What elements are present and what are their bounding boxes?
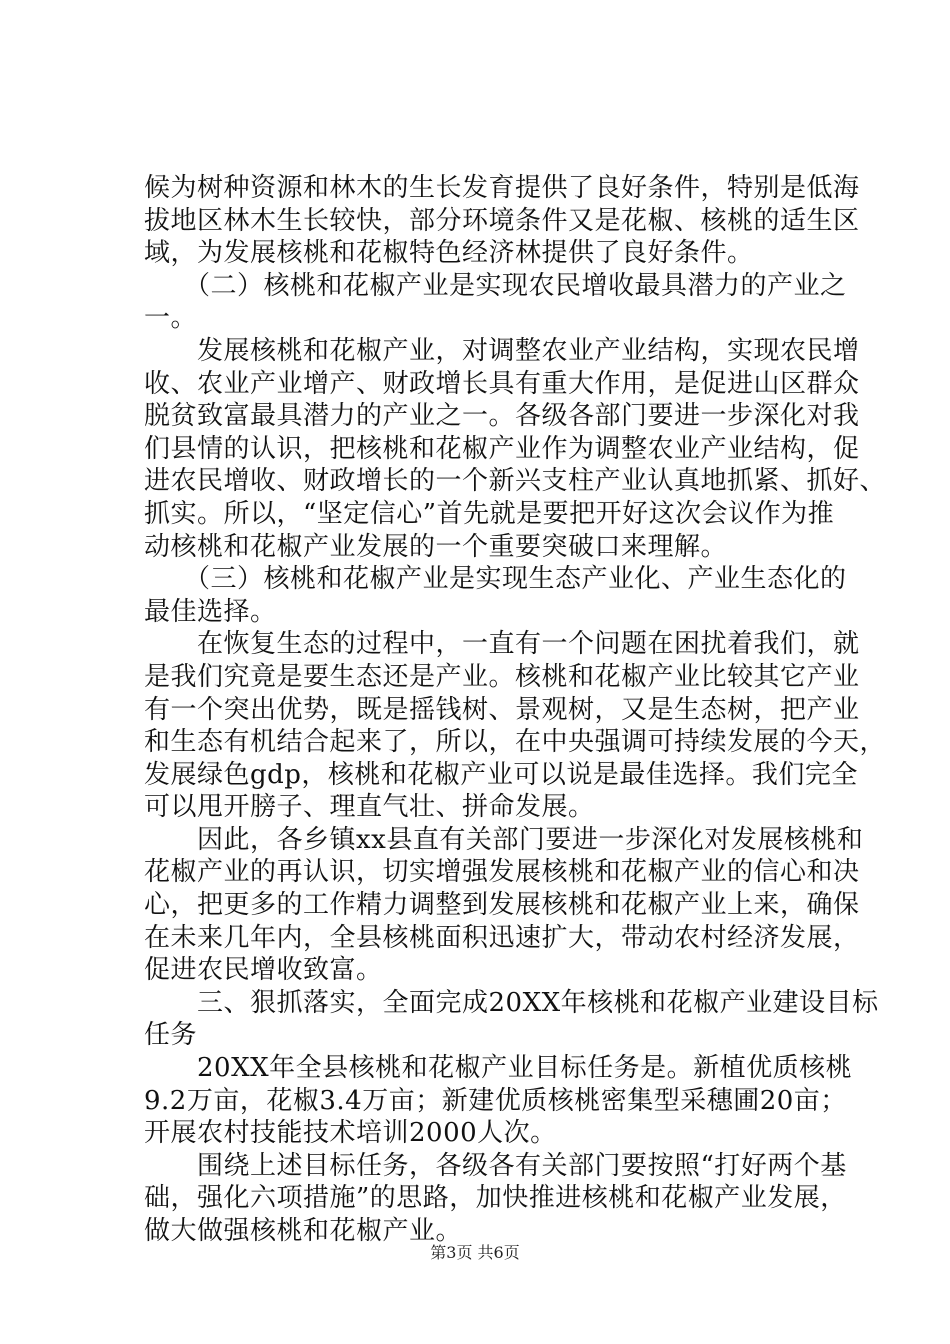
section-heading-line: 最佳选择。 [144, 596, 277, 627]
text-line: 脱贫致富最具潜力的产业之一。各级各部门要进一步深化对我 [144, 401, 860, 432]
text-line: 围绕上述目标任务，各级各有关部门要按照“打好两个基 [144, 1150, 847, 1181]
text-line: 是我们究竟是要生态还是产业。核桃和花椒产业比较其它产业 [144, 661, 860, 692]
section-heading-line: 三、狠抓落实，全面完成20XX年核桃和花椒产业建设目标 [144, 987, 879, 1018]
text-line: 和生态有机结合起来了，所以，在中央强调可持续发展的今天， [144, 727, 887, 758]
text-line: 发展绿色gdp，核桃和花椒产业可以说是最佳选择。我们完全 [144, 759, 858, 790]
text-line: 们县情的认识，把核桃和花椒产业作为调整农业产业结构，促 [144, 433, 860, 464]
text-line: 20XX年全县核桃和花椒产业目标任务是。新植优质核桃 [144, 1053, 853, 1084]
text-line: 心，把更多的工作精力调整到发展核桃和花椒产业上来，确保 [144, 890, 860, 921]
text-line: 有一个突出优势，既是摇钱树、景观树，又是生态树，把产业 [144, 694, 860, 725]
text-line: 收、农业产业增产、财政增长具有重大作用，是促进山区群众 [144, 368, 860, 399]
section-heading-line: 任务 [144, 1020, 198, 1051]
text-line: 候为树种资源和林木的生长发育提供了良好条件，特别是低海 [144, 173, 860, 203]
text-line: 础，强化六项措施”的思路，加快推进核桃和花椒产业发展， [144, 1183, 847, 1214]
section-heading-line: 一。 [144, 303, 198, 334]
text-line: 动核桃和花椒产业发展的一个重要突破口来理解。 [144, 531, 728, 562]
text-line: 在恢复生态的过程中，一直有一个问题在困扰着我们，就 [144, 629, 860, 660]
text-line: 9.2万亩，花椒3.4万亩；新建优质核桃密集型采穗圃20亩； [144, 1085, 847, 1116]
text-line: 域，为发展核桃和花椒特色经济林提供了良好条件。 [144, 238, 754, 269]
text-line: 发展核桃和花椒产业，对调整农业产业结构，实现农民增 [144, 335, 860, 366]
document-body [144, 172, 887, 1248]
text-line: 拔地区林木生长较快，部分环境条件又是花椒、核桃的适生区 [144, 205, 860, 236]
page-footer: 第3页 共6页 [430, 1243, 520, 1262]
section-heading-line: （三）核桃和花椒产业是实现生态产业化、产业生态化的 [144, 564, 847, 595]
text-line: 开展农村技能技术培训2000人次。 [144, 1118, 557, 1149]
text-line: 花椒产业的再认识，切实增强发展核桃和花椒产业的信心和决 [144, 857, 860, 888]
text-line: 进农民增收、财政增长的一个新兴支柱产业认真地抓紧、抓好、 [144, 466, 887, 497]
section-heading-line: （二）核桃和花椒产业是实现农民增收最具潜力的产业之 [144, 270, 847, 301]
text-line: 因此，各乡镇xx县直有关部门要进一步深化对发展核桃和 [144, 824, 864, 855]
text-line: 做大做强核桃和花椒产业。 [144, 1216, 463, 1246]
text-line: 抓实。所以，“坚定信心”首先就是要把开好这次会议作为推 [144, 498, 835, 529]
text-line: 在未来几年内，全县核桃面积迅速扩大，带动农村经济发展， [144, 922, 860, 953]
text-line: 促进农民增收致富。 [144, 955, 383, 986]
text-line: 可以甩开膀子、理直气壮、拼命发展。 [144, 792, 595, 823]
